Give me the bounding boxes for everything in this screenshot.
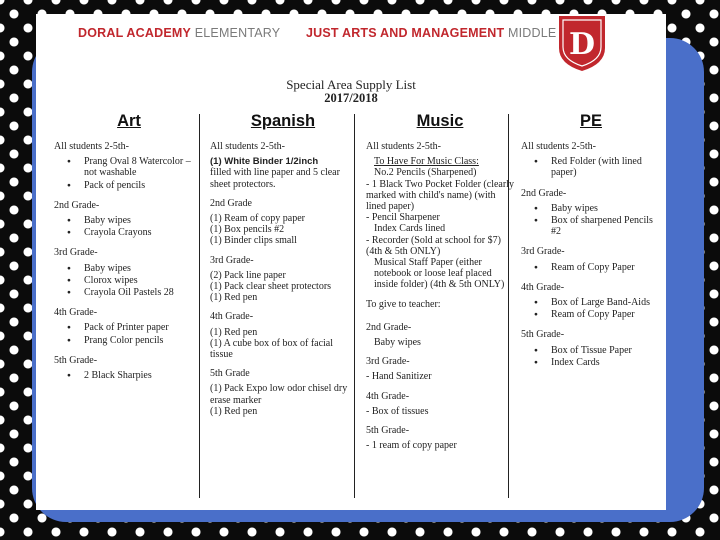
section-title: 3rd Grade- xyxy=(54,247,98,259)
list-item: ● Box of Large Band-Aids xyxy=(521,297,661,308)
list-item: ● 2 Black Sharpies xyxy=(54,370,204,381)
section-title: 5th Grade- xyxy=(54,354,98,366)
section-subtitle: To Have For Music Class: xyxy=(374,156,479,168)
list-item: (1) Red pen xyxy=(210,405,258,417)
list-item: - Box of tissues xyxy=(366,405,429,417)
list-item: - Hand Sanitizer xyxy=(366,371,432,383)
section-title: 4th Grade- xyxy=(54,307,98,319)
list-item: (1) Ream of copy paper xyxy=(210,213,305,225)
section-title: 3rd Grade- xyxy=(366,356,410,368)
music-column xyxy=(366,112,514,506)
section-title: 2nd Grade- xyxy=(521,187,567,199)
list-item: ● Clorox wipes xyxy=(54,275,204,286)
list-item: ● Ream of Copy Paper xyxy=(521,309,661,320)
list-item: ● Crayola Oil Pastels 28 xyxy=(54,287,204,298)
pe-column xyxy=(521,112,661,506)
document-year: 2017/2018 xyxy=(324,91,378,105)
list-item: ● Ream of Copy Paper xyxy=(521,262,661,273)
list-item: (1) Red pen xyxy=(210,292,258,304)
list-item: (1) Red pen xyxy=(210,326,258,338)
list-item: - Recorder (Sold at school for $7) (4th & 5th ONLY) xyxy=(366,234,501,257)
list-item: Musical Staff Paper (either notebook or loose leaf placed inside folder) (4th & 5th ONLY) xyxy=(374,257,505,291)
section-title: All students 2-5th- xyxy=(210,141,285,152)
list-item: ● Pack of pencils xyxy=(54,180,204,191)
spanish-heading: Spanish xyxy=(250,112,316,130)
list-item: (2) Pack line paper xyxy=(210,269,286,281)
document-title: Special Area Supply List xyxy=(286,77,416,92)
section-title: To give to teacher: xyxy=(366,298,441,310)
list-item: No.2 Pencils (Sharpened) xyxy=(374,167,477,179)
section-title: 5th Grade xyxy=(210,368,250,380)
spanish-column xyxy=(210,112,356,506)
section-title: 3rd Grade- xyxy=(210,254,254,266)
section-title: 4th Grade- xyxy=(366,390,410,402)
school-name-middle: JUST ARTS AND MANAGEMENT MIDDLE xyxy=(306,26,557,40)
list-item: - Pencil Sharpener xyxy=(366,212,440,224)
section-title: All students 2-5th- xyxy=(54,141,129,152)
music-heading: Music xyxy=(416,112,464,130)
list-item: ● Index Cards xyxy=(521,357,661,368)
list-item: Baby wipes xyxy=(374,337,421,349)
supply-list-sheet xyxy=(36,54,666,510)
school-shield-logo xyxy=(556,14,608,72)
section-title: 4th Grade- xyxy=(521,281,565,293)
list-item: ● Crayola Crayons xyxy=(54,227,204,238)
list-item: ● Prang Color pencils xyxy=(54,335,204,346)
list-item: ● Prang Oval 8 Watercolor – not washable xyxy=(54,156,204,178)
list-item: (1) Box pencils #2 xyxy=(210,224,285,236)
section-title: 3rd Grade- xyxy=(521,246,565,258)
list-item: Index Cards lined xyxy=(374,223,446,235)
list-item: ● Box of sharpened Pencils #2 xyxy=(521,215,661,237)
art-heading: Art xyxy=(117,112,141,130)
list-item: ● Baby wipes xyxy=(54,215,204,226)
section-title: 2nd Grade xyxy=(210,197,252,209)
section-title: 2nd Grade- xyxy=(54,199,100,211)
section-title: 2nd Grade- xyxy=(366,321,412,333)
section-title: All students 2-5th- xyxy=(366,141,441,152)
logo-letter: D xyxy=(568,27,596,62)
section-title: 5th Grade- xyxy=(366,425,410,437)
binder-detail: filled with line paper and 5 clear sheet protectors. xyxy=(210,167,340,190)
pe-heading: PE xyxy=(579,112,602,130)
list-item: (1) Binder clips small xyxy=(210,235,297,247)
list-item: ● Baby wipes xyxy=(521,203,661,214)
section-title: All students 2-5th- xyxy=(521,141,596,152)
section-title: 5th Grade- xyxy=(521,329,565,341)
art-column xyxy=(54,112,204,506)
list-item: ● Baby wipes xyxy=(54,263,204,274)
list-item: - 1 Black Two Pocket Folder (clearly marked with child's name) (with lined paper) xyxy=(366,178,514,213)
school-name-elementary: DORAL ACADEMY ELEMENTARY xyxy=(78,26,281,40)
section-title: 4th Grade- xyxy=(210,311,254,323)
list-item: ● Red Folder (with lined paper) xyxy=(521,156,661,178)
list-item: (1) Pack clear sheet protectors xyxy=(210,281,332,293)
list-item: (1) Pack Expo low odor chisel dry erase marker xyxy=(210,383,348,406)
list-item: (1) A cube box of box of facial tissue xyxy=(210,337,334,361)
binder-requirement: (1) White Binder 1/2inch xyxy=(210,156,319,168)
list-item: ● Pack of Printer paper xyxy=(54,322,204,333)
list-item: ● Box of Tissue Paper xyxy=(521,345,661,356)
list-item: - 1 ream of copy paper xyxy=(366,440,457,452)
